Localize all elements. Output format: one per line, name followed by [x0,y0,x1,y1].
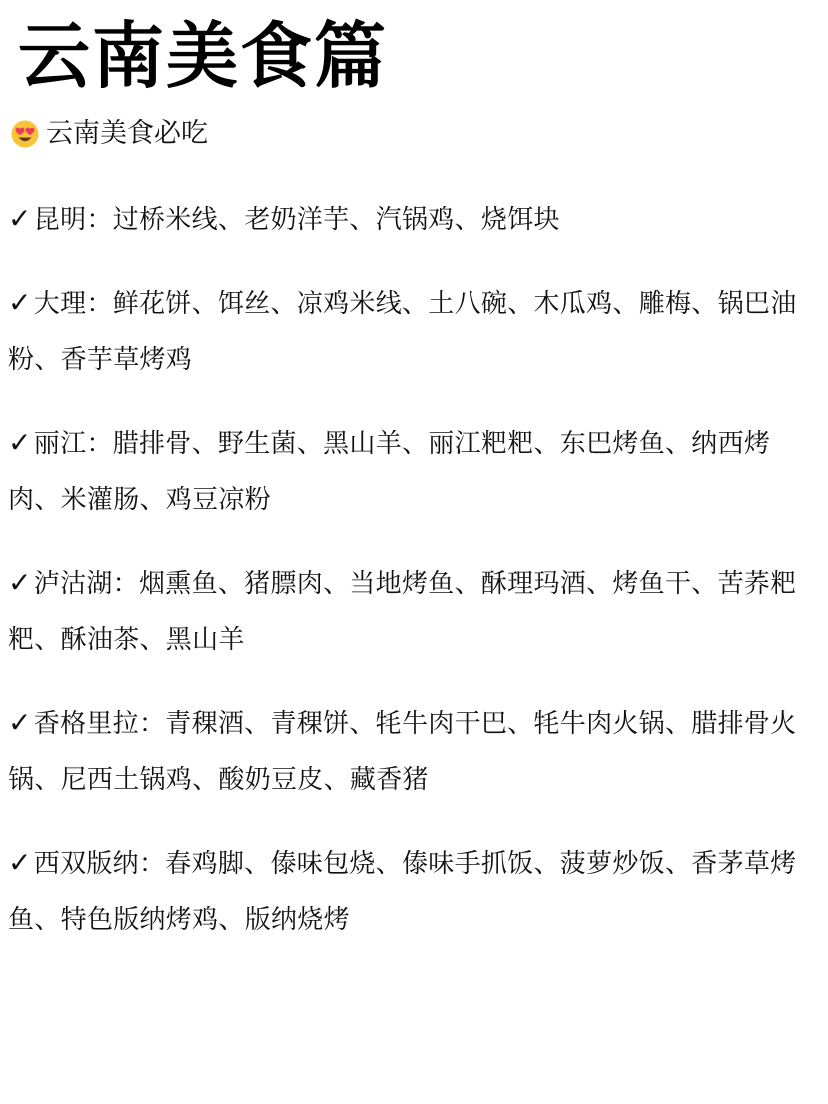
region-separator: ： [86,429,113,459]
check-icon: ✓ [8,202,32,235]
check-icon: ✓ [8,286,32,319]
region-foods: 鲜花饼、饵丝、凉鸡米线、土八碗、木瓜鸡、雕梅、锅巴油粉、香芋草烤鸡 [8,289,797,375]
region-shangri-la [8,695,808,808]
region-separator: ： [86,205,113,235]
region-separator: ： [112,569,139,599]
subtitle-text: 云南美食必吃 [46,118,208,149]
region-xishuangbanna [8,835,808,948]
check-icon: ✓ [8,846,32,879]
region-name: 昆明 [33,205,87,235]
region-name: 大理 [33,289,87,319]
region-name: 西双版纳 [33,849,139,879]
region-separator: ： [86,289,113,319]
region-lijiang [8,415,808,528]
food-list [8,191,808,975]
region-separator: ： [138,709,166,739]
region-lugu-lake [8,555,808,668]
heart-eyes-emoji-icon [10,119,40,149]
region-name: 丽江 [33,429,87,459]
region-foods: 春鸡脚、傣味包烧、傣味手抓饭、菠萝炒饭、香茅草烤鱼、特色版纳烤鸡、版纳烧烤 [8,849,797,935]
region-foods: 腊排骨、野生菌、黑山羊、丽江粑粑、东巴烤鱼、纳西烤肉、米灌肠、鸡豆凉粉 [8,429,771,515]
region-name: 泸沽湖 [33,569,113,599]
region-foods: 过桥米线、老奶洋芋、汽锅鸡、烧饵块 [112,205,560,235]
region-foods: 青稞酒、青稞饼、牦牛肉干巴、牦牛肉火锅、腊排骨火锅、尼西土锅鸡、酸奶豆皮、藏香猪 [8,709,797,795]
check-icon: ✓ [8,706,32,739]
region-separator: ： [138,849,166,879]
subtitle [10,112,208,156]
region-foods: 烟熏鱼、猪膘肉、当地烤鱼、酥理玛酒、烤鱼干、苦荞粑粑、酥油茶、黑山羊 [8,569,797,655]
region-dali [8,275,808,388]
region-name: 香格里拉 [33,709,139,739]
check-icon: ✓ [8,566,32,599]
check-icon: ✓ [8,426,32,459]
page-title: 云南美食篇 [18,14,389,98]
region-kunming [8,191,808,248]
